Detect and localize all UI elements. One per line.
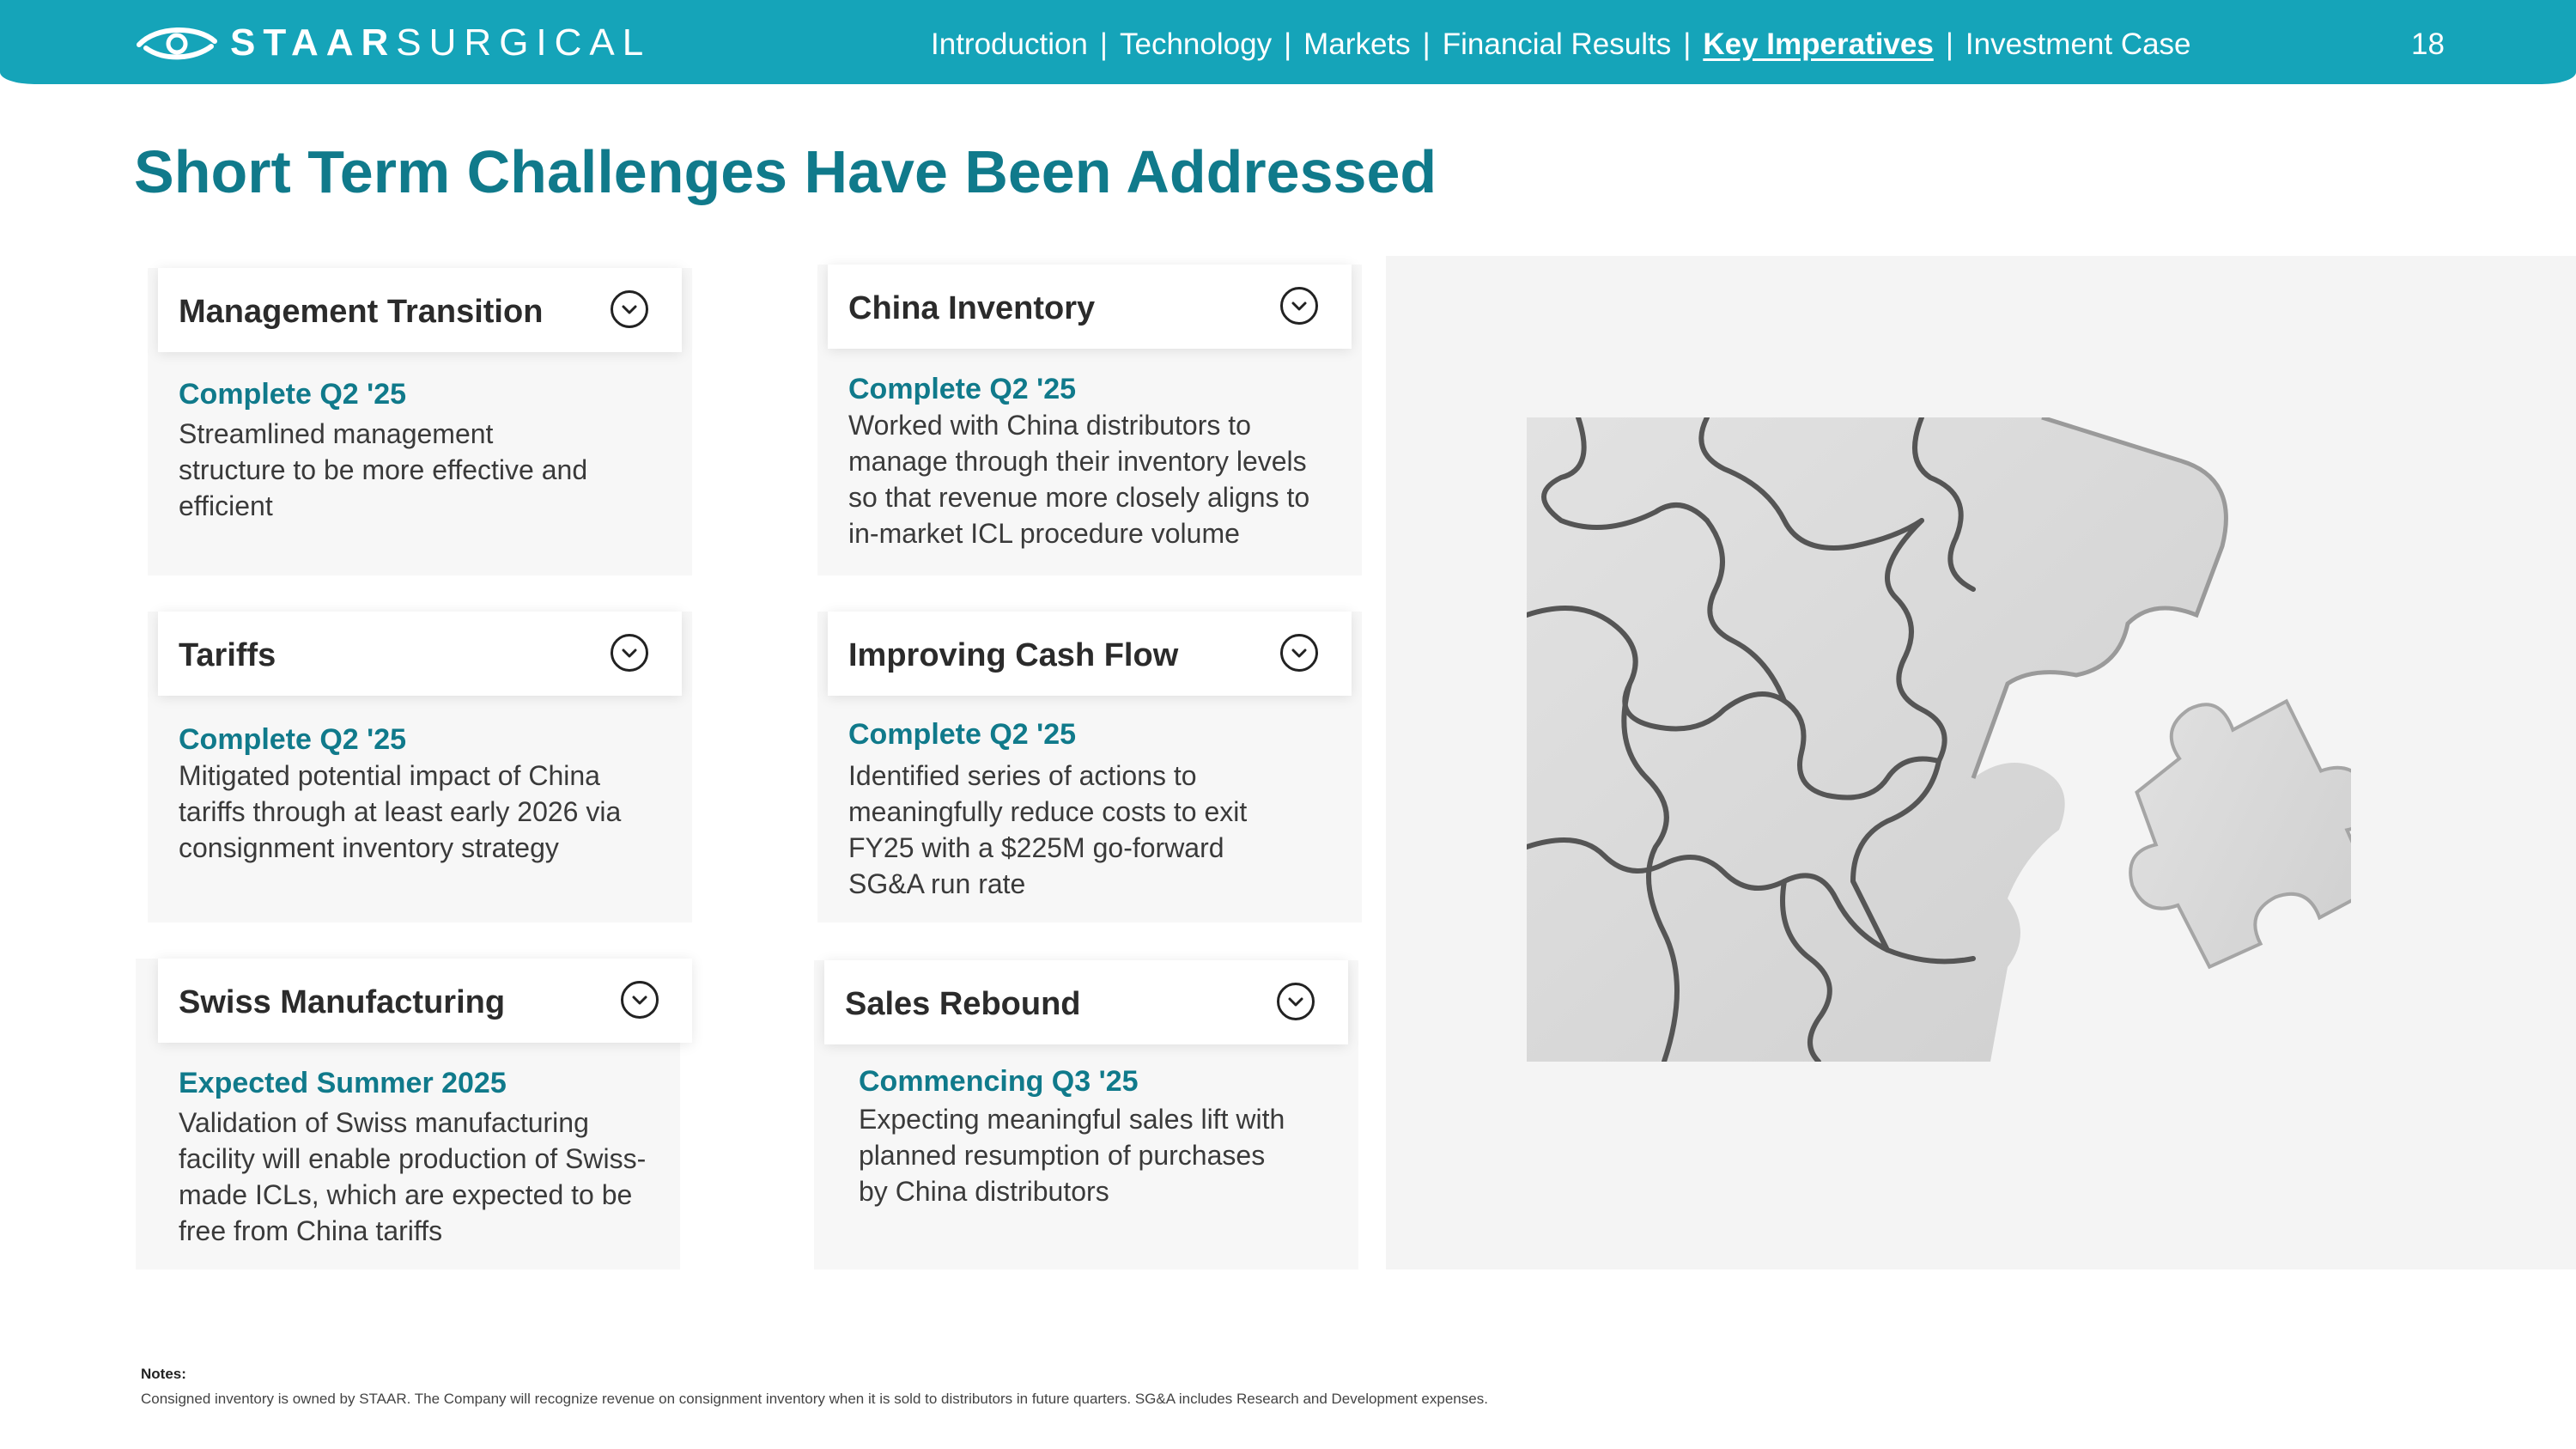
card-management-transition — [148, 268, 692, 575]
chevron-down-circle-icon[interactable] — [1279, 633, 1319, 673]
card-title: Management Transition — [179, 294, 544, 330]
card-header[interactable] — [828, 612, 1352, 696]
card-header[interactable] — [158, 612, 682, 696]
notes-label: Notes: — [141, 1366, 186, 1382]
notes-text: Consigned inventory is owned by STAAR. The Company will recognize revenue on consignment inventory when it is sold to distributors in future quarters. SG&A includes Research and Development expenses. — [141, 1391, 1488, 1407]
page-number: 18 — [2411, 27, 2445, 61]
nav-separator: | — [1099, 27, 1108, 61]
card-status: Complete Q2 '25 — [179, 723, 407, 756]
nav-technology[interactable]: Technology — [1120, 27, 1273, 61]
card-tariffs — [148, 612, 692, 922]
nav-separator: | — [1683, 27, 1692, 61]
card-sales-rebound — [814, 960, 1358, 1269]
card-header[interactable] — [824, 960, 1348, 1044]
card-title: Swiss Manufacturing — [179, 984, 506, 1020]
chevron-down-circle-icon[interactable] — [620, 980, 659, 1020]
card-title: Tariffs — [179, 637, 276, 673]
chevron-down-circle-icon[interactable] — [610, 289, 649, 329]
chevron-down-circle-icon[interactable] — [610, 633, 649, 673]
card-improving-cash-flow — [817, 612, 1362, 922]
card-description: Worked with China distributors to manage through their inventory levels so that revenue more closely aligns to in-market ICL procedure volume — [848, 410, 1310, 549]
card-description: Mitigated potential impact of China tariffs through at least early 2026 via consignment inventory strategy — [179, 760, 622, 863]
card-description: Identified series of actions to meaningfully reduce costs to exit FY25 with a $225M go-forward SG&A run rate — [848, 760, 1248, 899]
card-swiss-manufacturing — [136, 959, 680, 1269]
card-title: Sales Rebound — [845, 986, 1081, 1022]
nav-separator: | — [1284, 27, 1292, 61]
card-header[interactable] — [158, 268, 682, 352]
nav-investment-case[interactable]: Investment Case — [1965, 27, 2191, 61]
card-description: Streamlined management structure to be more effective and efficient — [179, 418, 588, 521]
nav-key-imperatives[interactable]: Key Imperatives — [1703, 27, 1934, 61]
card-header[interactable] — [158, 959, 692, 1043]
card-china-inventory — [817, 265, 1362, 575]
logo-wordmark: STAARSURGICAL — [230, 21, 652, 64]
card-header[interactable] — [828, 265, 1352, 349]
company-logo[interactable] — [136, 19, 651, 67]
card-status: Complete Q2 '25 — [179, 378, 407, 411]
card-status: Complete Q2 '25 — [848, 718, 1077, 751]
puzzle-pieces-image — [1527, 417, 2351, 1062]
page-title: Short Term Challenges Have Been Addressed — [134, 138, 1437, 205]
chevron-down-circle-icon[interactable] — [1279, 286, 1319, 326]
nav-separator: | — [1945, 27, 1953, 61]
card-description: Validation of Swiss manufacturing facility will enable production of Swiss- made ICLs, which are expected to be free from China tariffs — [179, 1107, 647, 1246]
card-title: China Inventory — [848, 290, 1096, 326]
card-title: Improving Cash Flow — [848, 637, 1179, 673]
card-status: Complete Q2 '25 — [848, 373, 1077, 405]
card-status: Expected Summer 2025 — [179, 1067, 507, 1099]
section-nav — [931, 24, 2191, 65]
nav-separator: | — [1422, 27, 1431, 61]
chevron-down-circle-icon[interactable] — [1276, 982, 1315, 1021]
card-description: Expecting meaningful sales lift with planned resumption of purchases by China distributors — [859, 1104, 1285, 1207]
card-status: Commencing Q3 '25 — [859, 1065, 1139, 1098]
image-panel — [1386, 256, 2576, 1269]
nav-introduction[interactable]: Introduction — [931, 27, 1088, 61]
header-bar — [0, 0, 2576, 84]
nav-markets[interactable]: Markets — [1303, 27, 1411, 61]
nav-financial-results[interactable]: Financial Results — [1442, 27, 1672, 61]
eye-logo-icon — [136, 22, 218, 64]
